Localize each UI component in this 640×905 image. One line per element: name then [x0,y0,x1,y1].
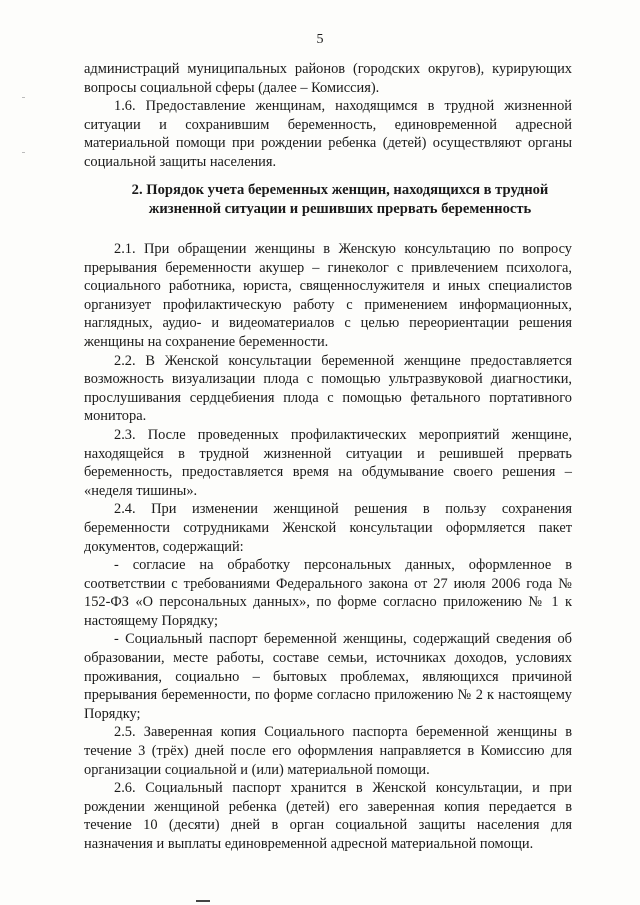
paragraph: 2.6. Социальный паспорт хранится в Женской консультации, и при рождении женщиной ребенка (детей) его заверенная копия передается в течение 10 (десяти) дней в орган социальной защиты населения для назначения и выплаты единовременной адресной материальной помощи. [84,780,572,852]
paragraph: 1.6. Предоставление женщинам, находящимся в трудной жизненной ситуации и сохранившим беременность, единовременной адресной материальной помощи при рождении ребенка (детей) осуществляют органы социальной защиты населения. [84,98,572,170]
page-edge-mark [196,900,210,902]
list-item: - согласие на обработку персональных данных, оформленное в соответствии с требованиями Федерального закона от 27 июля 2006 года № 152-ФЗ «О персональных данных», по форме согласно приложению № 1 к настоящему Порядку; [84,557,572,629]
section-body [84,240,572,854]
paragraph: 2.2. В Женской консультации беременной женщине предоставляется возможность визуализации плода с помощью ультразвуковой диагностики, прослушивания сердцебиения плода с помощью фетального портативного монитора. [84,352,572,425]
margin-mark [22,152,25,153]
paragraph: администраций муниципальных районов (городских округов), курирующих вопросы социальной сферы (далее – Комиссия). [84,61,572,96]
paragraph: 2.3. После проведенных профилактических мероприятий женщине, находящейся в трудной жизненной ситуации и решившей прервать беременность, предоставляется время на обдумывание своего решения – «неделя тишины». [84,426,572,499]
margin-mark [22,97,25,98]
list-item: - Социальный паспорт беременной женщины, содержащий сведения об образовании, месте работы, составе семьи, источниках доходов, условиях проживания, социально – бытовых проблемах, являющихся причиной прерывания беременности, по форме согласно приложению № 2 к настоящему Порядку; [84,631,572,722]
page-number: 5 [316,32,324,47]
paragraph: 2.4. При изменении женщиной решения в пользу сохранения беременности сотрудниками Женской консультации оформляется пакет документов, содержащий: [84,501,572,555]
paragraph: 2.5. Заверенная копия Социального паспорта беременной женщины в течение 3 (трёх) дней после его оформления направляется в Комиссию для организации социальной и (или) материальной помощи. [84,724,572,778]
intro-text [84,60,572,172]
paragraph: 2.1. При обращении женщины в Женскую консультацию по вопросу прерывания беременности акушер – гинеколог с привлечением психолога, социального работника, юриста, священнослужителя и иных специалистов организует профилактическую работу с применением информационных, наглядных, аудио- и видеоматериалов с целью переориентации решения женщины на сохранение беременности. [84,241,572,350]
section-heading: 2. Порядок учета беременных женщин, находящихся в трудной жизненной ситуации и решивших прервать беременность [131,182,549,217]
